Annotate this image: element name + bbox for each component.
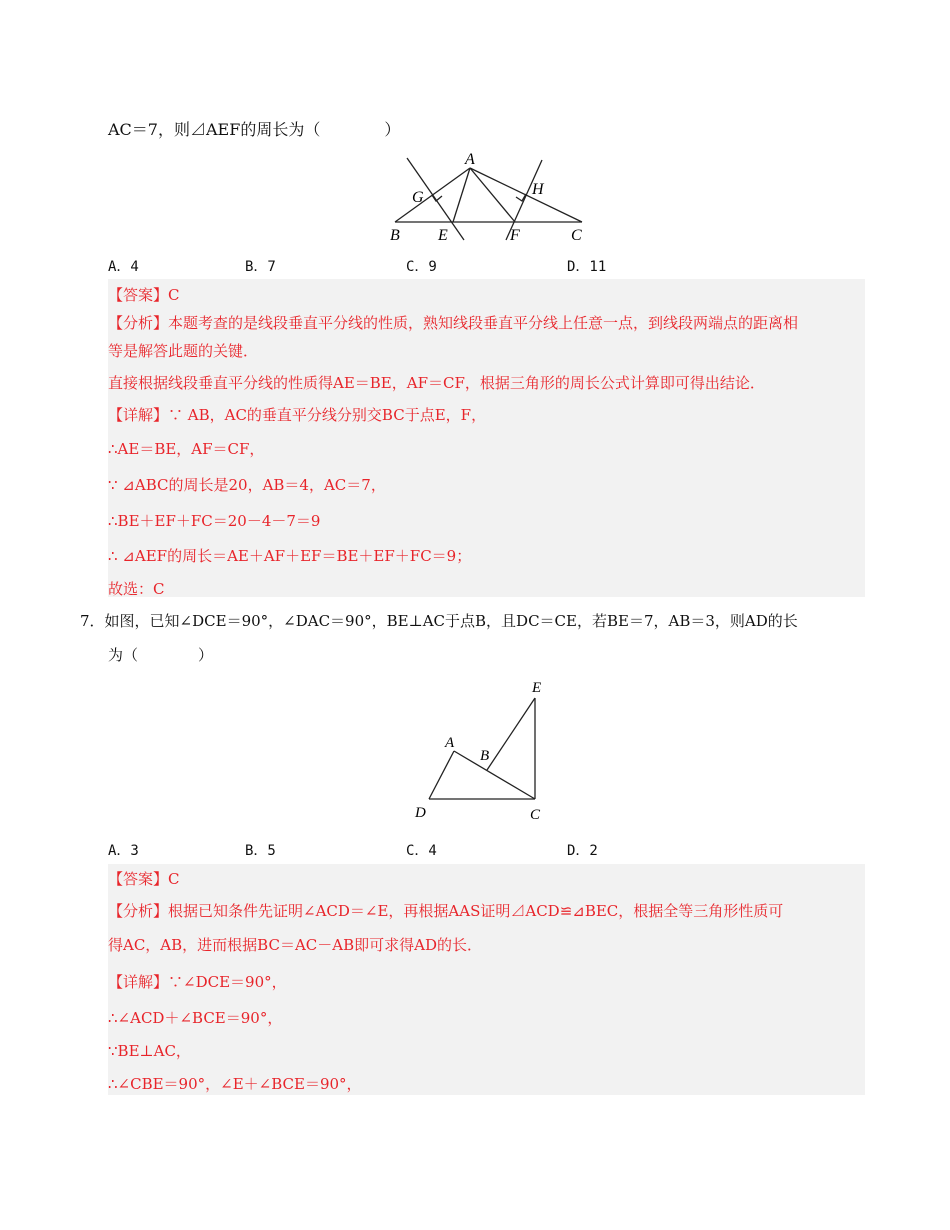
q6-stem: AC＝7，则⊿AEF的周长为（ ） <box>108 120 401 139</box>
label-A: A <box>465 151 475 168</box>
q6-analysis-3: 直接根据线段垂直平分线的性质得AE＝BE，AF＝CF，根据三角形的周长公式计算即可得出结论． <box>108 374 765 392</box>
q7-analysis-1: 【分析】根据已知条件先证明∠ACD＝∠E，再根据AAS证明⊿ACD≌⊿BEC，根据全等三角形性质可 <box>108 902 784 920</box>
q7-option-b[interactable]: B．5 <box>245 843 276 859</box>
q7-detail-3: ∵BE⊥AC， <box>108 1042 191 1060</box>
q7-detail-2: ∴∠ACD＋∠BCE＝90°， <box>108 1009 283 1027</box>
label-E: E <box>532 680 542 696</box>
label-G: G <box>412 189 424 206</box>
label-D: D <box>415 805 426 821</box>
q7-analysis-2: 得AC，AB，进而根据BC＝AC－AB即可求得AD的长． <box>108 936 482 954</box>
label-H: H <box>532 181 544 198</box>
q6-figure <box>380 148 600 244</box>
q6-detail-2: ∴AE＝BE，AF＝CF， <box>108 440 265 458</box>
q6-detail-5: ∴ ⊿AEF的周长＝AE＋AF＋EF＝BE＋EF＋FC＝9； <box>108 547 472 565</box>
q7-option-d[interactable]: D．2 <box>567 843 598 859</box>
label-A: A <box>445 735 455 751</box>
q7-stem-1: 7．如图，已知∠DCE＝90°，∠DAC＝90°，BE⊥AC于点B，且DC＝CE，若BE＝7，AB＝3，则AD的长 <box>80 612 798 630</box>
q6-choice: 故选：C <box>108 580 165 598</box>
q6-option-c[interactable]: C．9 <box>406 259 437 275</box>
label-B: B <box>390 227 400 244</box>
q7-stem-2: 为（ ） <box>108 646 214 664</box>
label-F: F <box>510 227 520 244</box>
label-E: E <box>438 227 448 244</box>
q7-detail-1: 【详解】∵∠DCE＝90°， <box>108 973 287 991</box>
q6-analysis-1: 【分析】本题考查的是线段垂直平分线的性质，熟知线段垂直平分线上任意一点，到线段两端点的距离相 <box>108 314 799 332</box>
q6-detail-3: ∵ ⊿ABC的周长是20，AB＝4，AC＝7， <box>108 476 386 494</box>
q6-option-a[interactable]: A．4 <box>108 259 139 275</box>
q6-option-d[interactable]: D．11 <box>567 259 607 275</box>
q7-figure <box>405 672 565 832</box>
label-C: C <box>530 807 541 823</box>
q6-detail-1: 【详解】∵ AB，AC的垂直平分线分别交BC于点E，F， <box>108 406 487 424</box>
q6-option-b[interactable]: B．7 <box>245 259 276 275</box>
label-B: B <box>480 748 490 764</box>
q6-analysis-2: 等是解答此题的关键． <box>108 342 259 360</box>
q6-detail-4: ∴BE＋EF＋FC＝20－4－7＝9 <box>108 512 321 530</box>
q6-answer: 【答案】C <box>108 286 180 304</box>
label-C: C <box>571 227 582 244</box>
q7-detail-4: ∴∠CBE＝90°，∠E＋∠BCE＝90°， <box>108 1075 362 1093</box>
q7-option-a[interactable]: A．3 <box>108 843 139 859</box>
q7-option-c[interactable]: C．4 <box>406 843 437 859</box>
q7-answer: 【答案】C <box>108 870 180 888</box>
